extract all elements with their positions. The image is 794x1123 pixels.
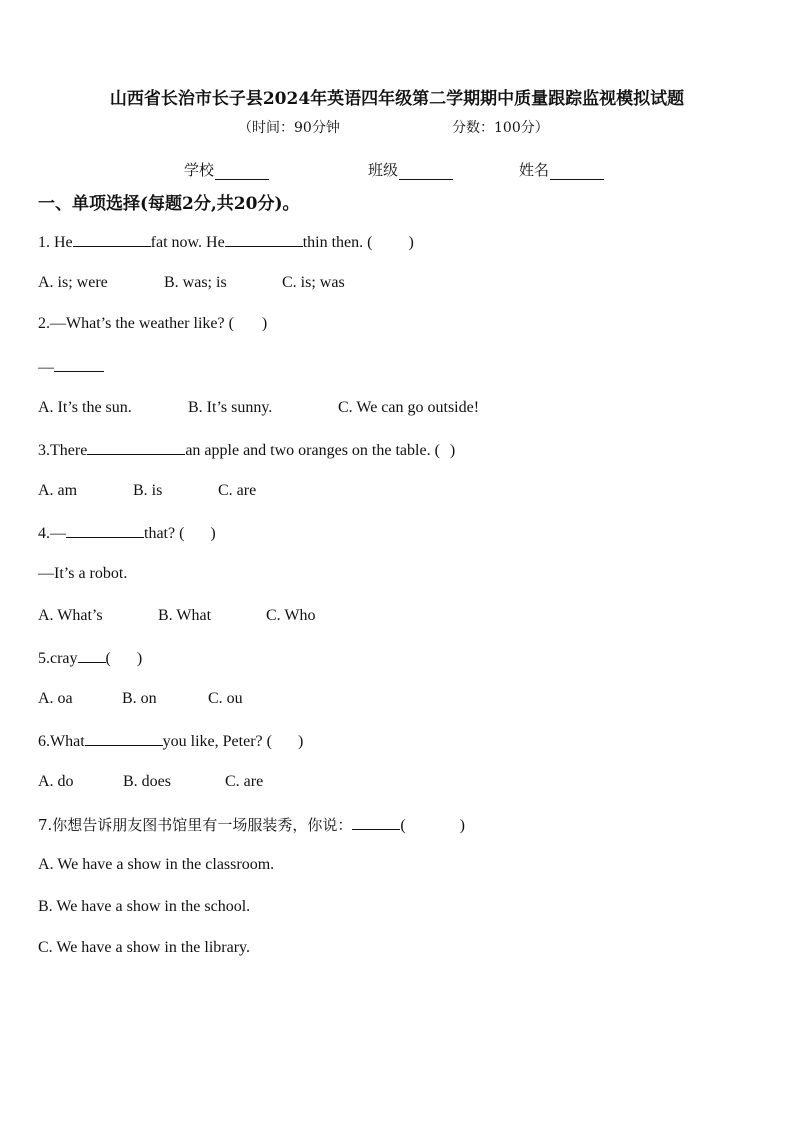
option-a[interactable]: A. What’s [38,607,103,624]
option-a[interactable]: A. is; were [38,274,108,291]
exam-score: 分数：100分） [452,120,549,136]
option-a[interactable]: A. do [38,773,74,790]
question-4-options [38,607,598,629]
question-7-option-c[interactable]: C. We have a show in the library. [38,939,250,956]
question-2-options [38,399,598,421]
answer-blank[interactable] [352,815,400,830]
page-title: 山西省长治市长子县2024年英语四年级第二学期期中质量跟踪监视模拟试题 [109,89,685,109]
question-5-options [38,690,598,712]
answer-blank[interactable] [85,731,163,746]
option-a[interactable]: A. oa [38,690,73,707]
option-b[interactable]: B. What [158,607,212,624]
option-c[interactable]: C. ou [208,690,243,707]
option-c[interactable]: C. are [218,482,257,499]
class-label: 班级 [368,161,399,179]
question-3-options [38,482,598,504]
school-blank[interactable] [215,163,269,180]
option-b[interactable]: B. was; is [164,274,227,291]
section-heading: 一、单项选择(每题2分,共20分)。 [38,194,300,214]
school-field [184,159,269,180]
option-c[interactable]: C. is; was [282,274,345,291]
question-1-stem: 1. He fat now. He thin then. ( ) [38,234,414,251]
exam-meta [0,117,794,137]
name-field [519,159,604,180]
answer-blank[interactable] [225,232,303,247]
option-b[interactable]: B. is [133,482,163,499]
option-c[interactable]: C. We can go outside! [338,399,480,416]
school-label: 学校 [184,161,215,179]
answer-blank[interactable] [78,648,106,663]
option-b[interactable]: B. It’s sunny. [188,399,273,416]
option-a[interactable]: A. It’s the sun. [38,399,132,416]
name-label: 姓名 [519,161,550,179]
question-6-stem: 6.What you like, Peter? ( ) [38,733,304,750]
question-7-option-a[interactable]: A. We have a show in the classroom. [38,856,275,873]
exam-time: （时间：90分钟 [238,120,340,136]
question-7-stem: 7.你想告诉朋友图书馆里有一场服装秀，你说： ( ) [38,816,465,834]
answer-blank[interactable] [66,523,144,538]
option-c[interactable]: C. Who [266,607,316,624]
question-3-stem: 3.There an apple and two oranges on the table. ( ) [38,442,456,459]
question-4-stem: 4.— that? ( ) [38,525,216,542]
name-blank[interactable] [550,163,604,180]
option-b[interactable]: B. on [122,690,157,707]
option-a[interactable]: A. am [38,482,78,499]
class-field [368,159,453,180]
student-info-row [0,159,794,181]
answer-blank[interactable] [54,357,104,372]
question-7-option-b[interactable]: B. We have a show in the school. [38,898,251,915]
answer-blank[interactable] [87,440,185,455]
question-5-stem: 5.cray ( ) [38,650,143,667]
answer-blank[interactable] [73,232,151,247]
option-c[interactable]: C. are [225,773,264,790]
option-b[interactable]: B. does [123,773,171,790]
question-4-answer-line: —It’s a robot. [38,565,128,582]
question-2-stem: 2.—What’s the weather like? ( ) [38,315,268,332]
question-2-answer-line: — [38,357,104,377]
class-blank[interactable] [399,163,453,180]
question-1-options [38,274,598,296]
question-6-options [38,773,598,795]
